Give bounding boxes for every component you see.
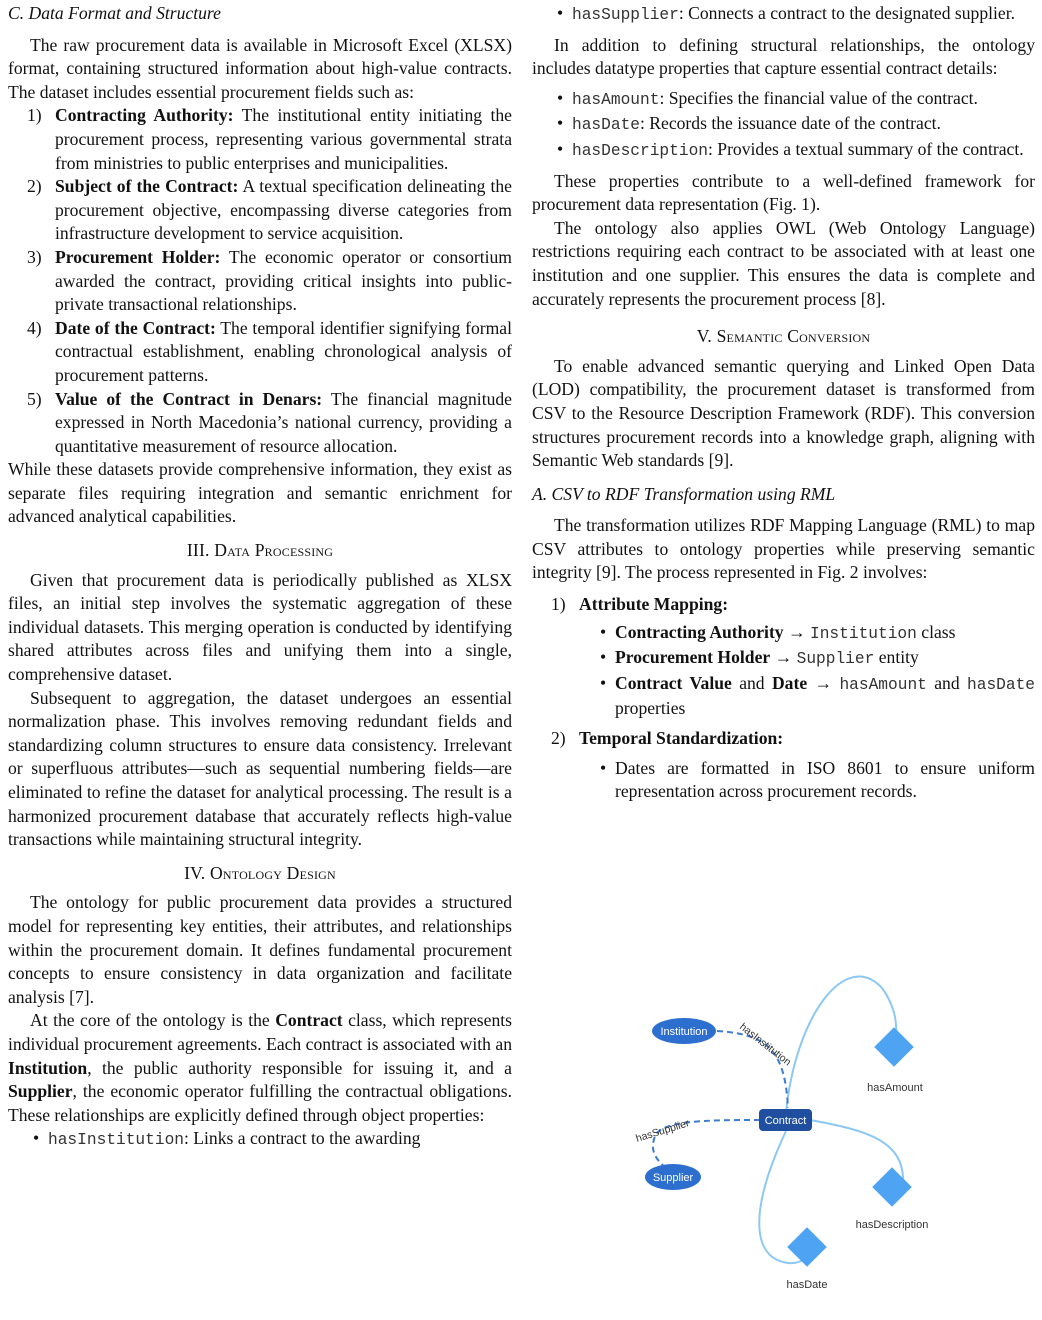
- field-description: The temporal identifier signifying formal contractual establishment, enabling chronological analysis of procurement patterns.: [55, 317, 512, 385]
- edge-has-institution: [717, 1031, 788, 1108]
- text-run: class, which represents individual procurement agreements. Each contract is associated with an: [8, 1010, 512, 1054]
- field-term: Subject of the Contract:: [55, 176, 239, 197]
- list-item: [532, 593, 1035, 617]
- text-run: , the public authority responsible for issuing it, and a: [87, 1057, 512, 1078]
- left-column: [8, 2, 512, 1153]
- node-label-institution: Institution: [660, 1026, 708, 1038]
- list-item: [532, 646, 1035, 672]
- section-number: V.: [696, 326, 712, 347]
- mapping-source: Contracting Authority: [615, 621, 784, 642]
- section-title: Data Processing: [214, 540, 334, 561]
- list-item: [532, 757, 1035, 804]
- list-number: 1): [551, 594, 566, 615]
- paragraph-raw-data: The raw procurement data is available in Microsoft Excel (XLSX) format, containing structured information about high-value contracts. The dataset includes essential procurement fields such as:: [8, 34, 512, 102]
- paragraph-datatype: In addition to defining structural relationships, the ontology includes datatype properties that capture essential contract details:: [532, 34, 1035, 79]
- text-run: , the economic operator fulfilling the contractual obligations. These relationships are explicitly defined through object properties:: [8, 1081, 512, 1125]
- paragraph-transform: The transformation utilizes RDF Mapping Language (RML) to map CSV attributes to ontology properties while preserving semantic integrity [9]. The process represented in Fig. 2 involves:: [532, 515, 1035, 583]
- edge-label-has-institution: hasInstitution: [737, 1020, 794, 1069]
- list-item: [8, 388, 512, 459]
- diamond-has-amount: [874, 1027, 914, 1067]
- field-description: The financial magnitude expressed in North Macedonia’s national currency, providing a quantitative measurement of resource allocation.: [55, 388, 512, 456]
- paragraph-owl: The ontology also applies OWL (Web Ontology Language) restrictions requiring each contract to be associated with at least one institution and one supplier. This ensures the data is complete and accurately represents the procurement process [8].: [532, 217, 1035, 309]
- procurement-fields-list: [8, 104, 512, 458]
- text-run: and: [926, 672, 968, 693]
- code-term: Institution: [810, 624, 917, 643]
- code-term: hasDate: [572, 116, 640, 135]
- list-item: [532, 621, 1035, 647]
- diamond-has-date: [787, 1227, 827, 1267]
- datatype-property-list: [532, 87, 1035, 164]
- bullet-text: : Provides a textual summary of the contract.: [708, 138, 1024, 159]
- term-supplier: Supplier: [8, 1081, 73, 1102]
- field-term: Value of the Contract in Denars:: [55, 388, 323, 409]
- field-description: The institutional entity initiating the procurement process, representing various governmental strata from ministries to public enterprises and municipalities.: [55, 105, 512, 173]
- paragraph-enable: To enable advanced semantic querying and Linked Open Data (LOD) compatibility, the procurement dataset is transformed from CSV to the Resource Description Framework (RDF). This conversion structures procurement records into a knowledge graph, aligning with Semantic Web standards [9].: [532, 355, 1035, 471]
- field-term: Contracting Authority:: [55, 105, 234, 126]
- section-title: Semantic Conversion: [716, 326, 871, 347]
- code-term: hasDate: [967, 675, 1036, 694]
- node-label-supplier: Supplier: [652, 1172, 694, 1184]
- process-steps-list: [532, 593, 1035, 617]
- object-property-list-cont: [532, 2, 1035, 28]
- section-heading-iv: [8, 862, 512, 886]
- arrow: →: [783, 621, 810, 642]
- field-description: The economic operator or consortium awarded the contract, providing critical insights into public-private transactional relationships.: [55, 246, 512, 315]
- section-heading-iii: [8, 539, 512, 563]
- edge-label-has-supplier: hasSupplier: [634, 1117, 691, 1145]
- paragraph-ontology: The ontology for public procurement data provides a structured model for representing key entities, their attributes, and relationships within the procurement domain. It defines fundamental procurement concepts to ensure consistency in data organization and facilitate analysis [7].: [8, 892, 512, 1007]
- code-term: hasAmount: [572, 90, 660, 109]
- mapping-source: Date: [771, 672, 808, 693]
- code-term: hasAmount: [839, 675, 927, 694]
- list-item: [8, 246, 512, 317]
- label-has-date: hasDate: [786, 1279, 828, 1291]
- section-heading-v: [532, 325, 1035, 349]
- paragraph-these: These properties contribute to a well-defined framework for procurement data representation (Fig. 1).: [532, 170, 1035, 215]
- label-has-amount: hasAmount: [867, 1082, 923, 1094]
- arrow: →: [770, 647, 797, 668]
- list-item: [532, 112, 1035, 138]
- bullet-text: : Specifies the financial value of the contract.: [659, 87, 978, 108]
- list-number: 1): [27, 105, 42, 126]
- field-term: Date of the Contract:: [55, 317, 216, 338]
- label-has-description: hasDescription: [855, 1219, 929, 1231]
- ontology-diagram: [600, 958, 960, 1303]
- paragraph-while: While these datasets provide comprehensive information, they exist as separate files requiring integration and semantic enrichment for advanced analytical capabilities.: [8, 459, 512, 527]
- list-item: [532, 2, 1035, 28]
- list-number: 2): [551, 728, 566, 749]
- node-label-contract: Contract: [764, 1115, 807, 1127]
- bullet-text: : Connects a contract to the designated supplier.: [678, 3, 1016, 23]
- bullet-text: : Records the issuance date of the contract.: [640, 113, 941, 134]
- list-item: [8, 1127, 512, 1153]
- arrow: →: [807, 672, 840, 693]
- text-run: and: [731, 672, 772, 693]
- mapping-rest: class: [916, 621, 956, 642]
- text-run: At the core of the ontology is the: [30, 1010, 276, 1031]
- bullet-text: : Links a contract to the awarding: [184, 1128, 421, 1149]
- list-item: [8, 317, 512, 388]
- mapping-source: Procurement Holder: [615, 647, 771, 668]
- subsection-heading-c: C. Data Format and Structure: [8, 3, 221, 23]
- mapping-rest: entity: [874, 647, 919, 668]
- paragraph-subsequent: Subsequent to aggregation, the dataset undergoes an essential normalization phase. This involves removing redundant fields and standardizing column structures to ensure data consistency. Irrelevant or superfluous attributes—such as sequential numbering fields—are eliminated to refine the dataset for analytical processing. The result is a harmonized procurement database that accurately reflects high-value transactions while maintaining structural integrity.: [8, 687, 512, 850]
- diamond-has-description: [872, 1167, 912, 1207]
- field-term: Procurement Holder:: [55, 246, 221, 267]
- list-item: [532, 672, 1035, 721]
- paragraph-given: Given that procurement data is periodically published as XLSX files, an initial step involves the systematic aggregation of these individual datasets. This merging operation is conducted by identifying shared attributes across files and unifying them into a single, comprehensive dataset.: [8, 569, 512, 685]
- right-column: [532, 2, 1035, 804]
- list-item: [532, 87, 1035, 113]
- bullet-text: Dates are formatted in ISO 8601 to ensure uniform representation across procurement records.: [615, 757, 1035, 802]
- step-title: Temporal Standardization:: [579, 728, 784, 749]
- paragraph-core: [8, 1009, 512, 1127]
- list-number: 2): [27, 176, 42, 197]
- field-description: A textual specification delineating the procurement objective, encompassing diverse categories from infrastructure development to service acquisition.: [55, 176, 512, 244]
- object-property-list: [8, 1127, 512, 1153]
- code-term: Supplier: [796, 650, 875, 669]
- code-term: hasSupplier: [572, 6, 679, 24]
- list-item: [532, 138, 1035, 164]
- mapping-rest: properties: [615, 698, 686, 719]
- list-number: 3): [27, 246, 42, 267]
- term-contract: Contract: [275, 1010, 343, 1031]
- list-item: [8, 175, 512, 246]
- list-item: [532, 727, 1035, 751]
- term-institution: Institution: [8, 1057, 88, 1078]
- code-term: hasInstitution: [48, 1131, 184, 1150]
- mapping-list: [532, 621, 1035, 721]
- list-number: 5): [27, 388, 42, 409]
- process-steps-list-2: [532, 727, 1035, 751]
- code-term: hasDescription: [572, 141, 708, 160]
- list-number: 4): [27, 317, 42, 338]
- temporal-list: [532, 757, 1035, 804]
- section-number: III.: [186, 540, 210, 561]
- subsection-heading-a: A. CSV to RDF Transformation using RML: [532, 483, 836, 504]
- mapping-source: Contract Value: [615, 672, 732, 693]
- list-item: [8, 104, 512, 175]
- section-title: Ontology Design: [209, 862, 336, 883]
- section-number: IV.: [184, 862, 206, 883]
- ontology-figure: [600, 958, 960, 1303]
- step-title: Attribute Mapping:: [579, 594, 729, 615]
